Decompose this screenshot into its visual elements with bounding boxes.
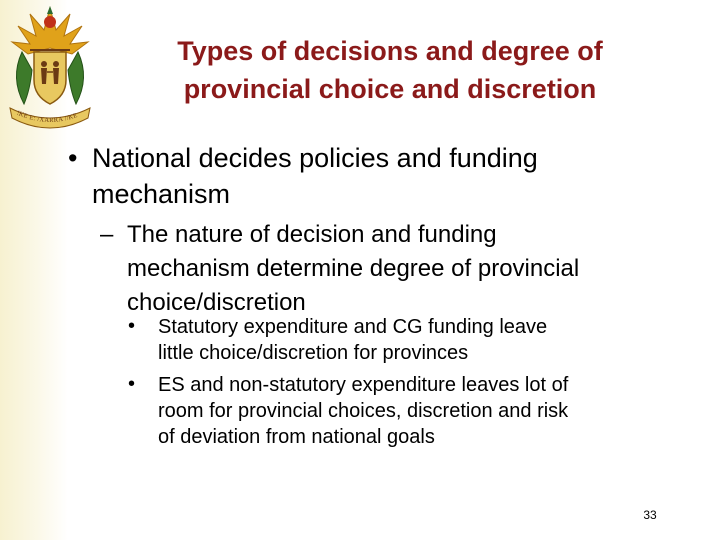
bullet-level-1-line-2: mechanism [92,179,231,209]
bullet-level-2-text [127,218,670,320]
bullet-marker: • [128,373,136,395]
dash-marker: – [100,221,114,248]
bullet-level-3-line: little choice/discretion for provinces [158,342,469,364]
page-number: 33 [643,508,657,522]
bullet-level-3-text [158,314,668,366]
bullet-level-3-text [158,372,668,450]
bullet-marker: • [128,315,136,337]
bullet-level-3-line: ES and non-statutory expenditure leaves lot of [158,374,569,396]
bullet-level-3-line: of deviation from national goals [158,426,435,448]
bullet-level-3-line: room for provincial choices, discretion and risk [158,400,569,422]
bullet-level-1-text [92,140,668,212]
bullet-marker: • [68,143,78,173]
bullet-level-3-line: Statutory expenditure and CG funding leave [158,316,548,338]
bullet-level-2-line-2: mechanism determine degree of provincial [127,255,580,282]
slide-title-line-1: Types of decisions and degree of [177,36,603,66]
bullet-level-1-line-1: National decides policies and funding [92,143,538,173]
slide-title-line-2: provincial choice and discretion [183,74,597,104]
bullet-level-2-line-1: The nature of decision and funding [127,221,497,248]
emblem-motto: !KE E: /XARRA //KE [15,109,79,125]
bullet-level-2-line-3: choice/discretion [127,289,306,316]
